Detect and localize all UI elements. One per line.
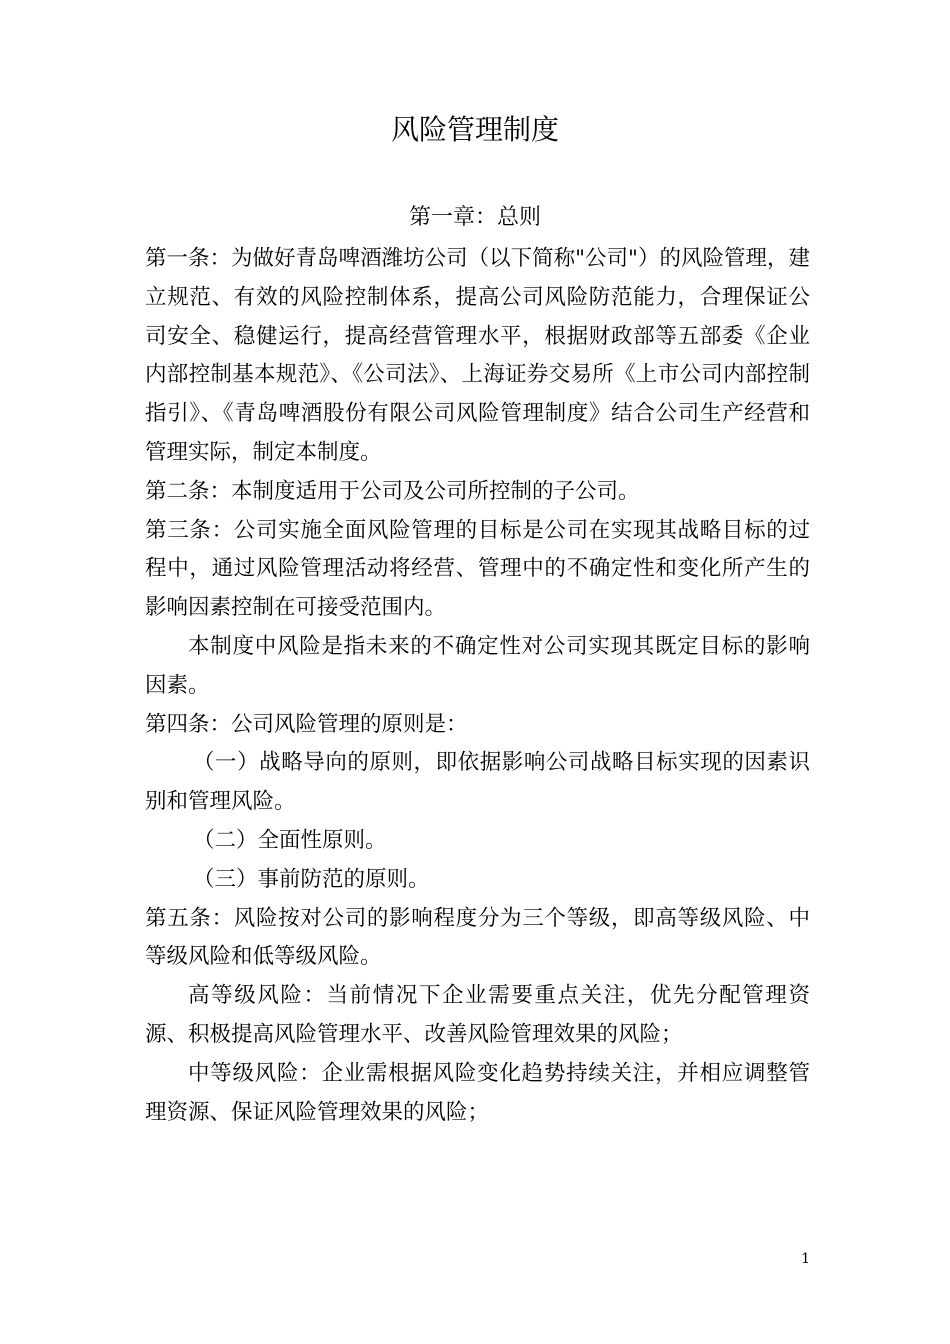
- article-5: 第五条：风险按对公司的影响程度分为三个等级，即高等级风险、中等级风险和低等级风险。: [145, 905, 810, 970]
- principle-item-3: （三）事前防范的原则。: [193, 866, 430, 892]
- article-4: 第四条：公司风险管理的原则是：: [145, 711, 468, 737]
- document-title: 风险管理制度: [390, 113, 559, 146]
- risk-definition-paragraph: 本制度中风险是指未来的不确定性对公司实现其既定目标的影响因素。: [145, 633, 810, 698]
- high-risk-paragraph: 高等级风险：当前情况下企业需要重点关注，优先分配管理资源、积极提高风险管理水平、改善风险管理效果的风险；: [145, 983, 810, 1047]
- medium-risk-paragraph: 中等级风险：企业需根据风险变化趋势持续关注，并相应调整管理资源、保证风险管理效果的风险；: [145, 1060, 810, 1125]
- page-number: 1: [801, 1251, 810, 1267]
- article-3: 第三条：公司实施全面风险管理的目标是公司在实现其战略目标的过程中，通过风险管理活动将经营、管理中的不确定性和变化所产生的影响因素控制在可接受范围内。: [145, 517, 810, 621]
- article-2: 第二条：本制度适用于公司及公司所控制的子公司。: [145, 478, 640, 504]
- chapter-heading: 第一章：总则: [408, 205, 541, 230]
- article-1: 第一条：为做好青岛啤酒潍坊公司（以下简称"公司"）的风险管理，建立规范、有效的风险控制体系，提高公司风险防范能力，合理保证公司安全、稳健运行，提高经营管理水平，根据财政部等五部委《企业内部控制基本规范》、《公司法》、上海证券交易所《上市公司内部控制指引》、《青岛啤酒股份有限公司风险管理制度》结合公司生产经营和管理实际，制定本制度。: [145, 246, 810, 465]
- principle-item-2: （二）全面性原则。: [193, 827, 387, 853]
- principle-item-1: （一）战略导向的原则，即依据影响公司战略目标实现的因素识别和管理风险。: [145, 750, 810, 815]
- document-body: [145, 240, 810, 1132]
